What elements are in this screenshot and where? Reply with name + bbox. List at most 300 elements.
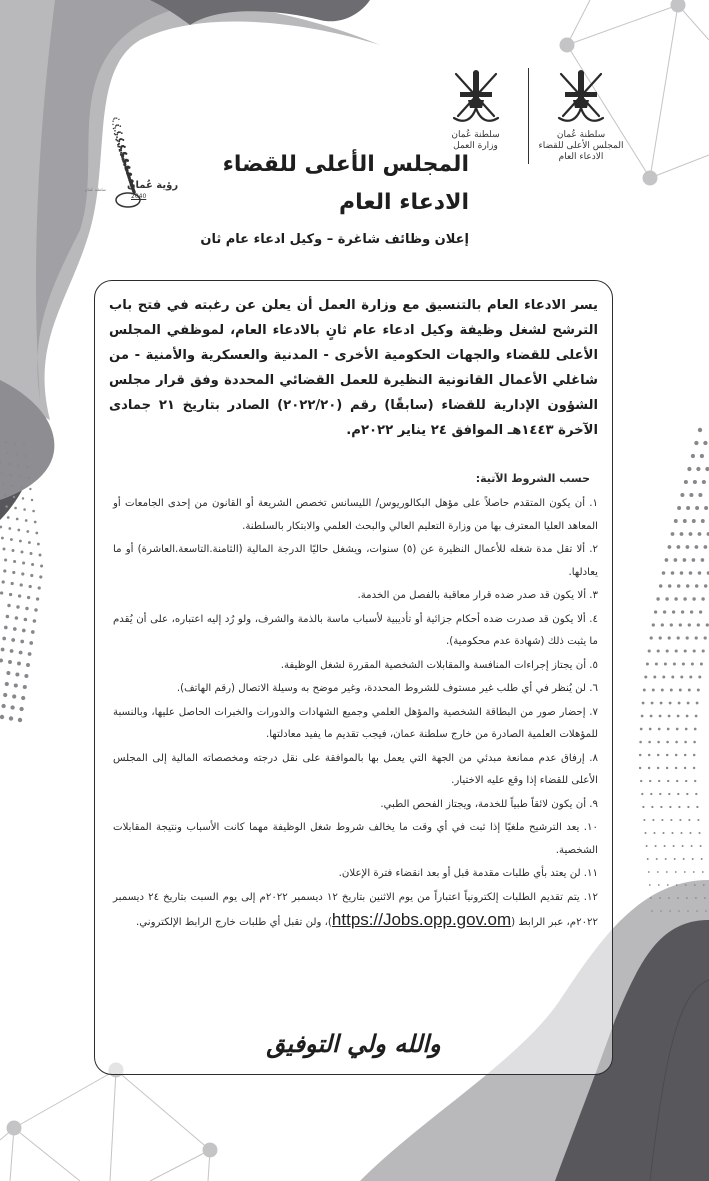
pattern-dot xyxy=(23,444,25,446)
pattern-dot xyxy=(695,897,697,899)
pattern-dot xyxy=(648,871,650,873)
pattern-dot xyxy=(675,767,677,769)
pattern-dot xyxy=(687,806,689,808)
condition-item: ٣. ألا يكون قد صدر ضده قرار معاقبة بالفصل من الخدمة. xyxy=(357,590,598,601)
pattern-dot xyxy=(31,563,34,566)
emblem-left-line2: وزارة العمل xyxy=(453,141,498,151)
pattern-dot xyxy=(686,545,690,549)
pattern-dot xyxy=(647,858,649,860)
pattern-dot xyxy=(650,636,653,639)
pattern-dot xyxy=(695,506,699,510)
pattern-dot xyxy=(8,660,12,664)
pattern-dot xyxy=(11,485,13,487)
condition-item: ٥. أن يجتاز إجراءات المنافسة والمقابلات الشخصية المقررة لشغل الوظيفة. xyxy=(280,659,598,671)
closing-calligraphy: والله ولي التوفيق xyxy=(266,1029,441,1058)
pattern-dot xyxy=(651,702,654,705)
pattern-dot xyxy=(698,571,702,575)
pattern-dot xyxy=(23,508,26,511)
pattern-dot xyxy=(673,845,675,847)
pattern-dot xyxy=(26,663,30,667)
pattern-dot xyxy=(689,571,693,575)
pattern-dot xyxy=(128,166,131,169)
pattern-dot xyxy=(12,694,16,698)
pattern-dot xyxy=(686,636,689,639)
pattern-dot xyxy=(694,441,698,445)
pattern-dot xyxy=(657,649,660,652)
pattern-dot xyxy=(693,649,696,652)
pattern-dot xyxy=(10,649,14,653)
pattern-dot xyxy=(31,630,35,634)
pattern-dot xyxy=(118,119,119,120)
pattern-dot xyxy=(689,493,693,497)
pattern-dot xyxy=(703,884,705,886)
condition-item: ٢. ألا تقل مدة شغله للأعمال النظيرة عن (٥) سنوات، ويشغل حاليًا الدرجة المالية (الثامنة.التاسعة.العاشرة) أو ما يعادلها. xyxy=(113,544,598,578)
pattern-dot xyxy=(1,704,5,708)
pattern-dot xyxy=(35,532,38,535)
pattern-dot xyxy=(706,623,709,626)
page-subtitle-organization: الادعاء العام xyxy=(338,190,469,215)
pattern-dot xyxy=(22,629,26,633)
pattern-dot xyxy=(19,540,22,543)
pattern-dot xyxy=(691,845,693,847)
pattern-dot xyxy=(34,521,37,524)
pattern-dot xyxy=(115,134,117,136)
pattern-dot xyxy=(39,575,42,578)
pattern-dot xyxy=(671,532,675,536)
pattern-dot xyxy=(702,480,706,484)
pattern-dot xyxy=(112,121,113,122)
pattern-dot xyxy=(25,455,27,457)
pattern-dot xyxy=(21,551,24,554)
pattern-dot xyxy=(116,118,117,119)
pattern-dot xyxy=(27,596,30,599)
pattern-dot xyxy=(684,871,686,873)
pattern-dot xyxy=(684,754,687,757)
pattern-dot xyxy=(0,659,3,663)
pattern-dot xyxy=(659,636,662,639)
pattern-dot xyxy=(674,858,676,860)
pattern-dot xyxy=(657,871,659,873)
pattern-dot xyxy=(668,715,671,718)
condition-item: ١٠. يعد الترشيح ملغيًا إذا ثبت في أي وقت ما يخالف شروط شغل الوظيفة مهما كانت الأسباب ونتيجة المقابلات الشخصية. xyxy=(113,822,598,856)
pattern-dot xyxy=(697,819,699,821)
pattern-dot xyxy=(3,548,6,551)
pattern-dot xyxy=(676,780,678,782)
pattern-dot xyxy=(14,443,16,445)
pattern-dot xyxy=(641,793,643,795)
pattern-dot xyxy=(120,149,122,151)
pattern-dot xyxy=(18,594,21,597)
pattern-dot xyxy=(662,676,665,679)
pattern-dot xyxy=(670,623,673,626)
pattern-dot xyxy=(678,910,680,912)
pattern-dot xyxy=(13,627,17,631)
pattern-dot xyxy=(688,819,690,821)
pattern-dot xyxy=(665,558,669,562)
pattern-dot xyxy=(689,532,693,536)
pattern-dot xyxy=(654,610,657,613)
pattern-dot xyxy=(120,125,122,127)
pattern-dot xyxy=(17,662,21,666)
pattern-dot xyxy=(703,441,707,445)
pattern-dot xyxy=(661,819,663,821)
pattern-dot xyxy=(670,819,672,821)
pattern-dot xyxy=(657,741,660,744)
pattern-dot xyxy=(689,832,691,834)
pattern-dot xyxy=(680,571,684,575)
pattern-dot xyxy=(683,597,686,600)
pattern-dot xyxy=(29,641,33,645)
pattern-dot xyxy=(691,454,695,458)
pattern-dot xyxy=(7,516,10,519)
pattern-dot xyxy=(30,574,33,577)
pattern-dot xyxy=(698,428,702,432)
pattern-dot xyxy=(704,584,708,588)
pattern-dot xyxy=(664,845,666,847)
pattern-dot xyxy=(657,767,659,769)
pattern-dot xyxy=(33,619,37,623)
pattern-dot xyxy=(700,845,702,847)
pattern-dot xyxy=(662,571,666,575)
pattern-dot xyxy=(686,793,688,795)
pattern-dot xyxy=(677,793,679,795)
pattern-dot xyxy=(28,477,30,479)
pattern-dot xyxy=(657,754,660,757)
pattern-dot xyxy=(23,685,27,689)
pattern-dot xyxy=(639,741,642,744)
pattern-dot xyxy=(39,554,42,557)
pattern-dot xyxy=(693,871,695,873)
pattern-dot xyxy=(693,480,697,484)
pattern-dot xyxy=(692,597,695,600)
pattern-dot xyxy=(671,832,673,834)
pattern-dot xyxy=(19,651,23,655)
pattern-dot xyxy=(659,793,661,795)
pattern-dot xyxy=(701,597,704,600)
pattern-dot xyxy=(17,529,20,532)
pattern-dot xyxy=(12,549,15,552)
pattern-dot xyxy=(126,159,129,162)
pattern-dot xyxy=(15,672,19,676)
pattern-dot xyxy=(658,728,661,731)
pattern-dot xyxy=(13,496,15,498)
pattern-dot xyxy=(1,537,4,540)
pattern-dot xyxy=(669,702,672,705)
pattern-dot xyxy=(701,858,703,860)
announcement-box xyxy=(94,280,613,1075)
logo-divider xyxy=(528,68,530,164)
pattern-dot xyxy=(652,819,654,821)
pattern-dot xyxy=(0,591,3,594)
pattern-dot xyxy=(12,571,15,574)
pattern-dot xyxy=(666,649,669,652)
pattern-dot xyxy=(665,858,667,860)
pattern-dot xyxy=(678,806,680,808)
pattern-dot xyxy=(19,475,21,477)
pattern-dot xyxy=(4,626,8,630)
pattern-dot xyxy=(650,793,652,795)
pattern-dot xyxy=(3,693,7,697)
pattern-dot xyxy=(649,728,652,731)
pattern-dot xyxy=(26,530,29,533)
pattern-dot xyxy=(674,597,677,600)
pattern-dot xyxy=(114,130,116,132)
pattern-dot xyxy=(639,754,642,757)
pattern-dot xyxy=(677,636,680,639)
page-title: المجلس الأعلى للقضاء xyxy=(222,152,469,177)
pattern-dot xyxy=(122,158,124,160)
pattern-dot xyxy=(16,453,18,455)
pattern-dot xyxy=(694,780,696,782)
pattern-dot xyxy=(698,532,702,536)
pattern-dot xyxy=(25,519,28,522)
pattern-dot xyxy=(11,582,14,585)
pattern-dot xyxy=(661,623,664,626)
pattern-dot xyxy=(694,728,697,731)
pattern-dot xyxy=(3,569,6,572)
pattern-dot xyxy=(20,486,22,488)
pattern-dot xyxy=(646,662,649,665)
pattern-dot xyxy=(15,616,19,620)
pattern-dot xyxy=(116,134,118,136)
pattern-dot xyxy=(684,649,687,652)
pattern-dot xyxy=(686,584,690,588)
pattern-dot xyxy=(112,124,113,125)
pattern-dot xyxy=(686,715,689,718)
pattern-dot xyxy=(689,676,692,679)
pattern-dot xyxy=(648,754,651,757)
pattern-dot xyxy=(659,897,661,899)
pattern-dot xyxy=(113,118,114,119)
pattern-dot xyxy=(695,584,699,588)
pattern-dot xyxy=(28,541,31,544)
vision-logo-year: 2040 xyxy=(131,193,147,200)
pattern-dot xyxy=(5,682,9,686)
pattern-dot xyxy=(698,493,702,497)
emblem-right-line2: المجلس الأعلى للقضاء xyxy=(538,141,624,151)
pattern-dot xyxy=(124,146,126,148)
pattern-dot xyxy=(644,676,647,679)
pattern-dot xyxy=(688,623,691,626)
pattern-dot xyxy=(675,871,677,873)
pattern-dot xyxy=(6,615,10,619)
pattern-dot xyxy=(29,585,32,588)
pattern-dot xyxy=(129,173,132,176)
pattern-dot xyxy=(675,754,678,757)
pattern-dot xyxy=(653,832,655,834)
pattern-dot xyxy=(696,806,698,808)
condition-item: ٤. ألا يكون قد صدرت ضده أحكام جزائية أو تأديبية لأسباب ماسة بالذمة والشرف، ولو رُد إليه اعتباره، على أن يُقدم ما يثبت ذلك (شهادة عدم محكومية). xyxy=(113,613,598,647)
pattern-dot xyxy=(676,728,679,731)
pattern-dot xyxy=(17,464,19,466)
pattern-dot xyxy=(662,832,664,834)
pattern-dot xyxy=(116,139,118,141)
pattern-dot xyxy=(1,648,5,652)
pattern-dot xyxy=(697,689,700,692)
pattern-dot xyxy=(2,483,4,485)
pattern-dot xyxy=(0,526,2,529)
pattern-dot xyxy=(692,519,696,523)
pattern-dot xyxy=(677,506,681,510)
pattern-dot xyxy=(668,584,672,588)
pattern-dot xyxy=(6,671,10,675)
pattern-dot xyxy=(701,519,705,523)
pattern-dot xyxy=(682,845,684,847)
pattern-dot xyxy=(693,767,695,769)
pattern-dot xyxy=(695,545,699,549)
pattern-dot xyxy=(34,608,37,611)
pattern-dot xyxy=(116,124,118,126)
condition-item-12 xyxy=(113,887,598,935)
pattern-dot xyxy=(653,676,656,679)
pattern-dot xyxy=(660,910,662,912)
pattern-dot xyxy=(695,636,698,639)
pattern-dot xyxy=(669,910,671,912)
pattern-dot xyxy=(680,532,684,536)
pattern-dot xyxy=(9,593,12,596)
pattern-dot xyxy=(687,910,689,912)
pattern-dot xyxy=(648,741,651,744)
pattern-dot xyxy=(651,806,653,808)
pattern-dot xyxy=(680,676,683,679)
pattern-dot xyxy=(686,897,688,899)
pattern-dot xyxy=(700,454,704,458)
conditions-heading: حسب الشروط الآتية: xyxy=(475,472,590,485)
pattern-dot xyxy=(14,683,18,687)
pattern-dot xyxy=(677,584,681,588)
pattern-dot xyxy=(693,754,696,757)
pattern-dot xyxy=(677,715,680,718)
oman-vision-2040-logo xyxy=(76,100,186,220)
pattern-dot xyxy=(671,676,674,679)
pattern-dot xyxy=(667,728,670,731)
pattern-dot xyxy=(114,117,115,118)
pattern-dot xyxy=(0,715,4,719)
pattern-dot xyxy=(683,519,687,523)
pattern-dot xyxy=(24,618,28,622)
oman-khanjar-emblem-icon xyxy=(551,68,611,128)
pattern-dot xyxy=(687,702,690,705)
pattern-dot xyxy=(664,662,667,665)
pattern-dot xyxy=(680,493,684,497)
pattern-dot xyxy=(687,467,691,471)
pattern-dot xyxy=(659,584,663,588)
pattern-dot xyxy=(658,780,660,782)
pattern-dot xyxy=(666,754,669,757)
pattern-dot xyxy=(20,640,24,644)
pattern-dot xyxy=(704,897,706,899)
pattern-dot xyxy=(649,884,651,886)
pattern-dot xyxy=(667,780,669,782)
pattern-dot xyxy=(648,767,650,769)
pattern-dot xyxy=(676,884,678,886)
pattern-dot xyxy=(5,505,8,508)
pattern-dot xyxy=(2,580,5,583)
pattern-dot xyxy=(8,527,11,530)
pattern-dot xyxy=(122,139,124,141)
pattern-dot xyxy=(114,127,116,129)
intro-paragraph: يسر الادعاء العام بالتنسيق مع وزارة العمل أن يعلن عن رغبته في فتح باب الترشح لشغل وظيفة وكيل ادعاء عام ثانٍ بالادعاء العام، لموظفي المجلس الأعلى للقضاء والجهات الحكومية الأخرى - المدنية والعسكرية والأمنية - من شاغلي الأعمال القانونية النظيرة للعمل القضائي المحددة وفق قرار مجلس الشؤون الإدارية للقضاء (سابقًا) رقم (٢٠٢٢/٢٠) الصادر بتاريخ ٢١ جمادى الآخرة ١٤٤٣هـ الموافق ٢٤ يناير ٢٠٢٢م. xyxy=(109,298,598,438)
condition-12-text-before: ١٢. يتم تقديم الطلبات إلكترونياً اعتباراً من يوم الاثنين بتاريخ ١٢ ديسمبر ٢٠٢٢م إلى يوم السبت بتاريخ ٢٤ ديسمبر ٢٠٢٢م، عبر الرابط ( xyxy=(113,891,598,928)
application-link[interactable]: https://Jobs.opp.gov.om xyxy=(331,910,512,929)
pattern-dot xyxy=(642,702,645,705)
pattern-dot xyxy=(675,649,678,652)
pattern-dot xyxy=(22,561,25,564)
pattern-dot xyxy=(22,497,24,499)
pattern-dot xyxy=(10,538,13,541)
pattern-dot xyxy=(21,572,24,575)
pattern-dot xyxy=(685,728,688,731)
ministry-of-labour-emblem xyxy=(430,68,522,152)
pattern-dot xyxy=(677,897,679,899)
right-dot-pattern xyxy=(639,428,709,912)
pattern-dot xyxy=(10,705,14,709)
pattern-dot xyxy=(688,689,691,692)
pattern-dot xyxy=(692,858,694,860)
pattern-dot xyxy=(685,780,687,782)
pattern-dot xyxy=(702,871,704,873)
pattern-dot xyxy=(660,806,662,808)
pattern-dot xyxy=(8,463,10,465)
pattern-dot xyxy=(118,143,120,145)
pattern-dot xyxy=(684,767,686,769)
pattern-dot xyxy=(698,676,701,679)
pattern-dot xyxy=(642,806,644,808)
pattern-dot xyxy=(28,652,32,656)
emblem-right-line1: سلطنة عُمان xyxy=(556,130,606,140)
pattern-dot xyxy=(698,832,700,834)
pattern-dot xyxy=(30,552,33,555)
condition-item: ٩. أن يكون لائقاً طبياً للخدمة، ويجتاز الفحص الطبي. xyxy=(380,798,598,810)
pattern-dot xyxy=(705,467,709,471)
pattern-dot xyxy=(21,696,25,700)
pattern-dot xyxy=(694,884,696,886)
pattern-dot xyxy=(9,716,13,720)
public-prosecution-emblem xyxy=(535,68,627,163)
pattern-dot xyxy=(666,741,669,744)
pattern-dot xyxy=(26,466,28,468)
pattern-dot xyxy=(7,452,9,454)
pattern-dot xyxy=(31,499,33,501)
pattern-dot xyxy=(2,637,6,641)
pattern-dot xyxy=(644,832,646,834)
pattern-dot xyxy=(684,741,687,744)
left-bubble-shape xyxy=(0,380,54,500)
pattern-dot xyxy=(639,767,641,769)
pattern-dot xyxy=(679,623,682,626)
pattern-dot xyxy=(678,702,681,705)
pattern-dot xyxy=(14,507,17,510)
bottom-left-network xyxy=(0,1063,217,1181)
pattern-dot xyxy=(652,689,655,692)
pattern-dot xyxy=(679,819,681,821)
oman-khanjar-emblem-icon xyxy=(446,68,506,128)
pattern-dot xyxy=(675,741,678,744)
pattern-dot xyxy=(650,897,652,899)
pattern-dot xyxy=(652,623,655,626)
pattern-dot xyxy=(10,474,12,476)
pattern-dot xyxy=(674,519,678,523)
pattern-dot xyxy=(116,136,118,138)
pattern-dot xyxy=(677,545,681,549)
pattern-dot xyxy=(691,662,694,665)
pattern-dot xyxy=(658,884,660,886)
condition-12-text-after: )، ولن تقبل أي طلبات خارج الرابط الإلكتروني. xyxy=(136,917,332,928)
pattern-dot xyxy=(119,131,121,133)
pattern-dot xyxy=(681,610,684,613)
pattern-dot xyxy=(692,558,696,562)
pattern-dot xyxy=(671,571,675,575)
